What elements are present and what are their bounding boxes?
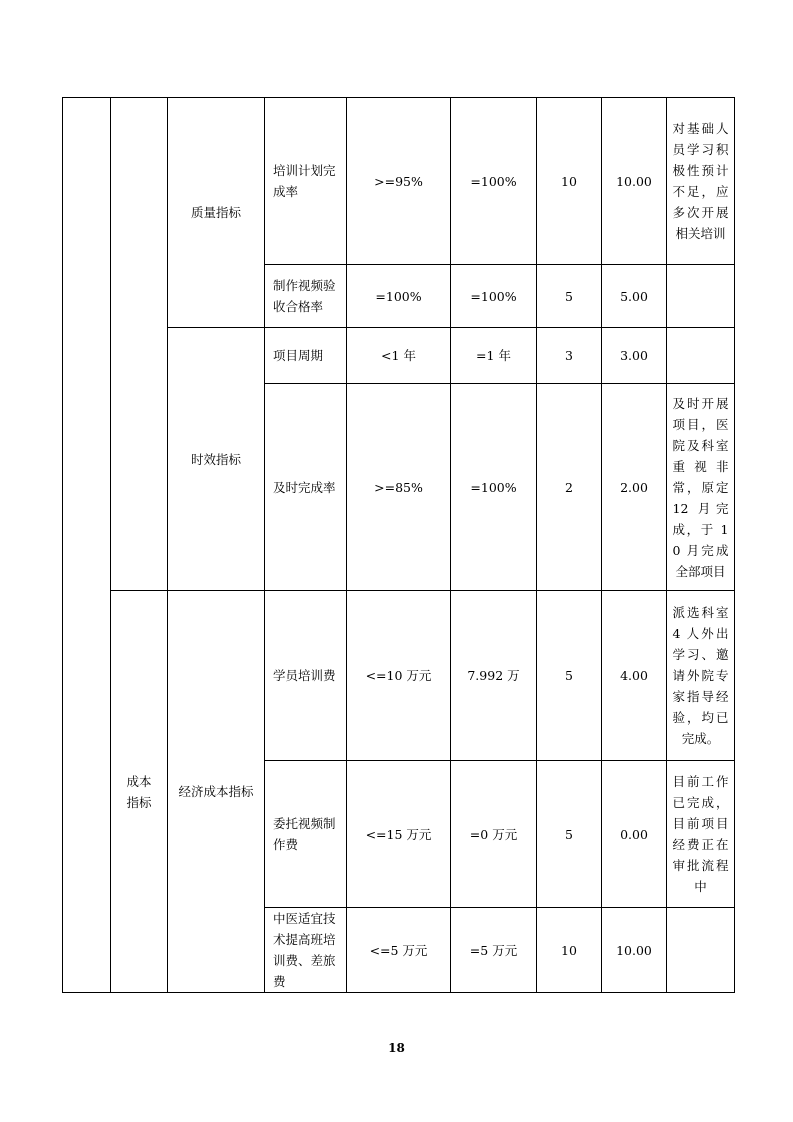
indicator-name: 委托视频制作费 <box>265 761 347 908</box>
score-value: 2.00 <box>602 384 667 591</box>
note-text: 派选科室 4 人外出学习、邀请外院专家指导经验，均已完成。 <box>672 605 729 746</box>
score-value: 10.00 <box>602 98 667 265</box>
timeliness-indicator-cell: 时效指标 <box>168 328 265 591</box>
target-value: >=85% <box>347 384 451 591</box>
note-text: 对基础人员学习积极性预计不足，应多次开展相关培训 <box>672 121 729 241</box>
note-cell <box>667 98 735 265</box>
actual-value: =0 万元 <box>451 761 537 908</box>
score-value: 3.00 <box>602 328 667 384</box>
note-text: 目前工作已完成，目前项目经费正在审批流程中 <box>672 774 729 894</box>
actual-value: =5 万元 <box>451 908 537 993</box>
target-value: =100% <box>347 265 451 328</box>
actual-value: =1 年 <box>451 328 537 384</box>
actual-value: =100% <box>451 384 537 591</box>
blank-cell <box>63 98 111 993</box>
weight-value: 10 <box>537 98 602 265</box>
table-row <box>63 98 735 265</box>
target-value: >=95% <box>347 98 451 265</box>
score-value: 0.00 <box>602 761 667 908</box>
actual-value: =100% <box>451 265 537 328</box>
score-value: 10.00 <box>602 908 667 993</box>
cost-indicator-cell <box>111 591 168 993</box>
weight-value: 2 <box>537 384 602 591</box>
score-value: 4.00 <box>602 591 667 761</box>
indicator-name: 培训计划完成率 <box>265 98 347 265</box>
performance-indicator-table <box>62 97 735 993</box>
actual-value: 7.992 万 <box>451 591 537 761</box>
note-cell <box>667 384 735 591</box>
cost-indicator-label: 成本指标 <box>126 773 152 810</box>
page-number: 18 <box>388 1041 405 1055</box>
note-cell <box>667 328 735 384</box>
target-value: <=10 万元 <box>347 591 451 761</box>
weight-value: 5 <box>537 761 602 908</box>
note-cell <box>667 908 735 993</box>
weight-value: 10 <box>537 908 602 993</box>
target-value: <=15 万元 <box>347 761 451 908</box>
score-value: 5.00 <box>602 265 667 328</box>
table-row <box>63 591 735 761</box>
economic-cost-indicator-cell: 经济成本指标 <box>168 591 265 993</box>
weight-value: 5 <box>537 265 602 328</box>
indicator-name: 制作视频验收合格率 <box>265 265 347 328</box>
indicator-name: 学员培训费 <box>265 591 347 761</box>
quality-indicator-cell: 质量指标 <box>168 98 265 328</box>
actual-value: =100% <box>451 98 537 265</box>
indicator-name: 中医适宜技术提高班培训费、差旅费 <box>265 908 347 993</box>
indicator-name: 项目周期 <box>265 328 347 384</box>
blank-cell <box>111 98 168 591</box>
note-text: 及时开展项目，医院及科室重视非常，原定 12 月完成，于 10 月完成全部项目 <box>672 395 729 579</box>
target-value: <1 年 <box>347 328 451 384</box>
indicator-name: 及时完成率 <box>265 384 347 591</box>
note-cell <box>667 761 735 908</box>
note-cell <box>667 591 735 761</box>
weight-value: 5 <box>537 591 602 761</box>
weight-value: 3 <box>537 328 602 384</box>
target-value: <=5 万元 <box>347 908 451 993</box>
note-cell <box>667 265 735 328</box>
